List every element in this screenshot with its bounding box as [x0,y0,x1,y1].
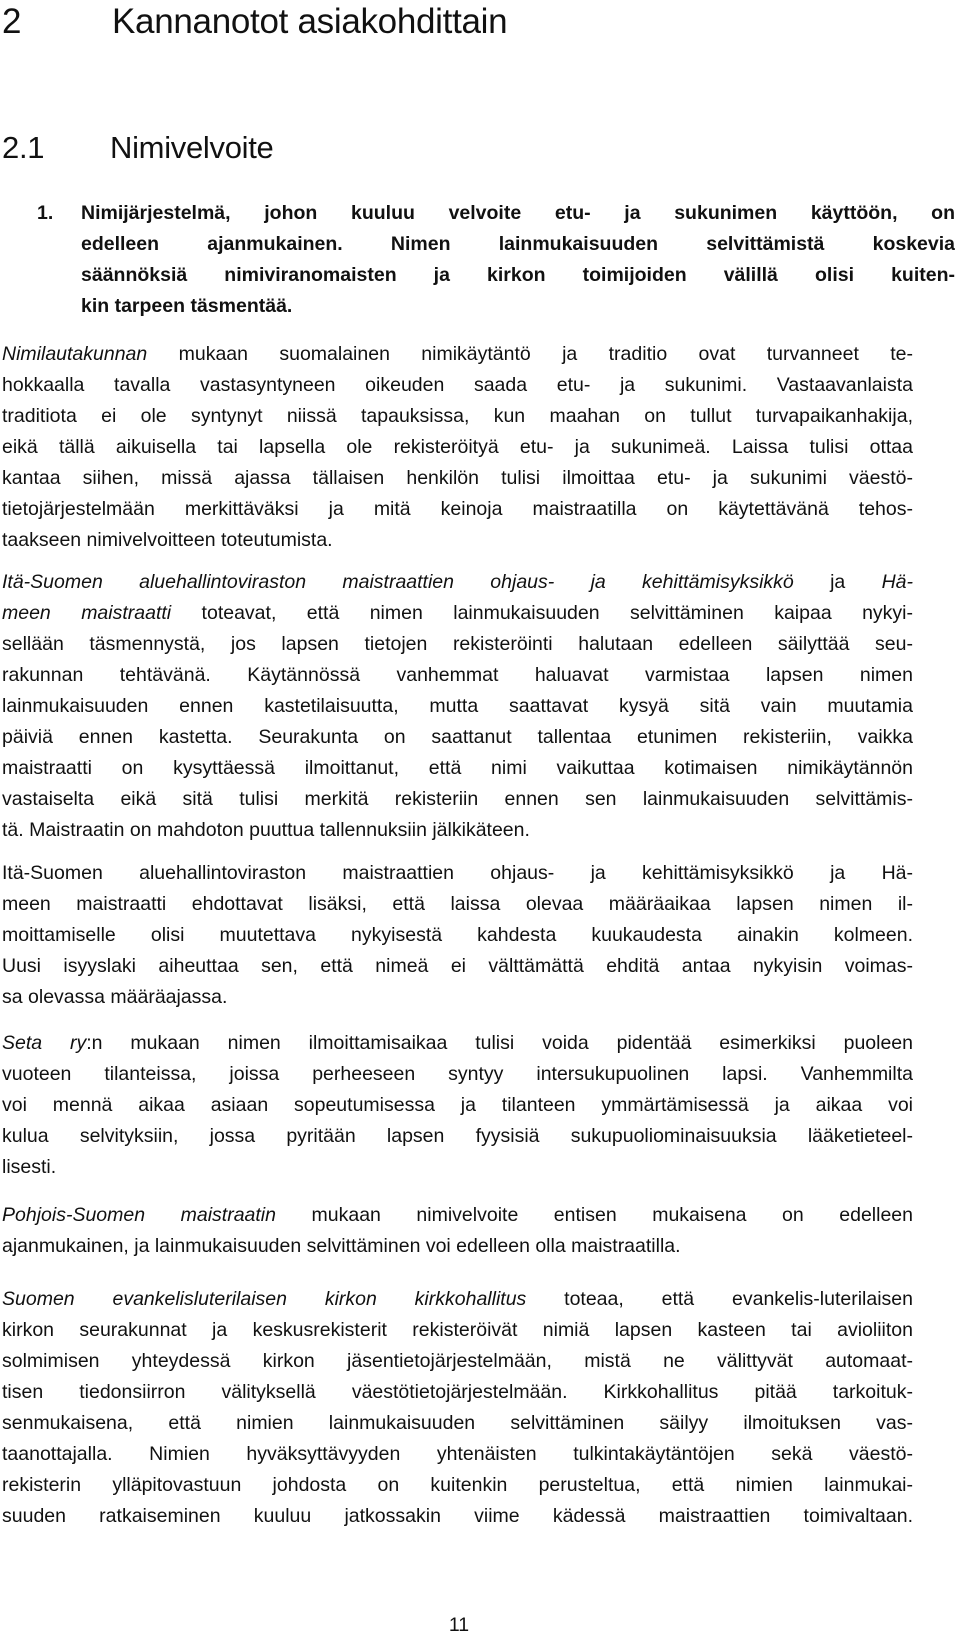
paragraph-line: taanottajalla. Nimien hyväksyttävyyden yhtenäisten tulkintakäytäntöjen sekä väestö- [2,1443,913,1465]
chapter-heading [2,0,507,44]
line-text: toteavat, että nimen lainmukaisuuden selvittäminen kaipaa nykyi- [171,602,913,624]
statement-line: edelleen ajanmukainen. Nimen lainmukaisuuden selvittämistä koskevia [81,233,955,255]
paragraph-line: lainmukaisuuden ennen kastetilaisuutta, mutta saattavat kysyä sitä vain muutamia [2,695,913,717]
organization-name: Suomen evankelisluterilaisen kirkon kirkkohallitus [2,1288,527,1310]
body-paragraph [2,339,913,556]
paragraph-line [2,1028,913,1059]
line-text: :n mukaan nimen ilmoittamisaikaa tulisi voida pidentää esimerkiksi puoleen [86,1032,913,1054]
paragraph-line: senmukaisena, että nimien lainmukaisuuden selvittäminen säilyy ilmoituksen vas- [2,1412,913,1434]
paragraph-line: solmimisen yhteydessä kirkon jäsentietojärjestelmään, mistä ne välittyvät automaat- [2,1350,913,1372]
body-paragraph [2,858,913,1013]
paragraph-line: ajanmukainen, ja lainmukaisuuden selvittäminen voi edelleen olla maistraatilla. [2,1235,681,1257]
statement-line: säännöksiä nimiviranomaisten ja kirkon toimijoiden välillä olisi kuiten- [81,264,955,286]
body-paragraph [2,1200,913,1262]
section-title: Nimivelvoite [110,130,274,165]
paragraph-line: hokkaalla tavalla vastasyntyneen oikeuden saada etu- ja sukunimi. Vastaavanlaista [2,374,913,396]
body-paragraph [2,1028,913,1183]
paragraph-line [2,1284,913,1315]
organization-name: meen maistraatti [2,602,172,624]
paragraph-line: maistraatti on kysyttäessä ilmoittanut, että nimi vaikuttaa kotimaisen nimikäytännön [2,757,913,779]
paragraph-line [2,339,913,370]
statement-line: kin tarpeen täsmentää. [81,295,293,317]
body-paragraph [2,567,913,846]
paragraph-line: tä. Maistraatin on mahdoton puuttua tallennuksiin jälkikäteen. [2,819,530,841]
organization-name: Itä-Suomen aluehallintoviraston maistraattien ohjaus- ja kehittämisyksikkö [2,571,794,593]
paragraph-line: eikä tällä aikuisella tai lapsella ole rekisteröityä etu- ja sukunimeä. Laissa tulisi ottaa [2,436,913,458]
paragraph-line: kulua selvityksiin, jossa pyritään lapsen fyysisiä sukupuoliominaisuuksia lääketieteel- [2,1125,913,1147]
paragraph-line [2,1200,913,1231]
paragraph-line: sa olevassa määräajassa. [2,986,228,1008]
organization-name: Hä- [881,571,913,593]
organization-name: Pohjois-Suomen maistraatin [2,1204,276,1226]
organization-name: Seta ry [2,1032,87,1054]
line-text: mukaan suomalainen nimikäytäntö ja traditio ovat turvanneet te- [147,343,913,365]
line-text: toteaa, että evankelis-luterilaisen [526,1288,913,1310]
paragraph-line: vuoteen tilanteissa, joissa perheeseen syntyy intersukupuolinen lapsi. Vanhemmilta [2,1063,913,1085]
paragraph-line [2,567,913,598]
paragraph-line: lisesti. [2,1156,57,1178]
paragraph-line: Uusi isyyslaki aiheuttaa sen, että nimeä ei välttämättä ehditä antaa nykyisin voimas- [2,955,913,977]
paragraph-line: voi mennä aikaa asiaan sopeutumisessa ja tilanteen ymmärtämisessä ja aikaa voi [2,1094,913,1116]
paragraph-line: taakseen nimivelvoitteen toteutumista. [2,529,333,551]
line-text: mukaan nimivelvoite entisen mukaisena on edelleen [275,1204,913,1226]
paragraph-line: tietojärjestelmään merkittäväksi ja mitä keinoja maistraatilla on käytettävänä tehos- [2,498,913,520]
paragraph-line: päiviä ennen kastetta. Seurakunta on saattanut tallentaa etunimen rekisteriin, vaikka [2,726,913,748]
statement-line: Nimijärjestelmä, johon kuuluu velvoite etu- ja sukunimen käyttöön, on [81,202,955,224]
numbered-statement [37,198,955,322]
body-paragraph [2,1284,913,1532]
paragraph-line: vastaiselta eikä sitä tulisi merkitä rekisteriin ennen sen lainmukaisuuden selvittämis- [2,788,913,810]
page-number: 11 [448,1614,470,1636]
chapter-title: Kannanotot asiakohdittain [112,2,508,41]
paragraph-line: tisen tiedonsiirron välityksellä väestötietojärjestelmään. Kirkkohallitus pitää tarkoituk- [2,1381,913,1403]
organization-name: Nimilautakunnan [2,343,148,365]
line-text: ja [793,571,882,593]
paragraph-line: rekisterin ylläpitovastuun johdosta on kuitenkin perusteltua, että nimien lainmukai- [2,1474,913,1496]
paragraph-line: kantaa siihen, missä ajassa tällaisen henkilön tulisi ilmoittaa etu- ja sukunimi väestö- [2,467,913,489]
chapter-number: 2 [2,2,22,41]
paragraph-line: suuden ratkaiseminen kuuluu jatkossakin viime kädessä maistraattien toimivaltaan. [2,1505,913,1527]
paragraph-line: Itä-Suomen aluehallintoviraston maistraattien ohjaus- ja kehittämisyksikkö ja Hä- [2,862,913,884]
paragraph-line: rakunnan tehtävänä. Käytännössä vanhemmat haluavat varmistaa lapsen nimen [2,664,913,686]
paragraph-line: sellään täsmennystä, jos lapsen tietojen rekisteröinti halutaan edelleen säilyttää seu- [2,633,913,655]
paragraph-line [2,598,913,629]
paragraph-line: meen maistraatti ehdottavat lisäksi, että laissa olevaa määräaikaa lapsen nimen il- [2,893,913,915]
paragraph-line: moittamiselle olisi muutettava nykyisestä kahdesta kuukaudesta ainakin kolmeen. [2,924,913,946]
statement-number: 1. [37,202,54,224]
paragraph-line: traditiota ei ole syntynyt niissä tapauksissa, kun maahan on tullut turvapaikanhakija, [2,405,913,427]
paragraph-line: kirkon seurakunnat ja keskusrekisterit rekisteröivät nimiä lapsen kasteen tai avioliiton [2,1319,913,1341]
section-heading [2,128,274,168]
section-number: 2.1 [2,130,45,165]
